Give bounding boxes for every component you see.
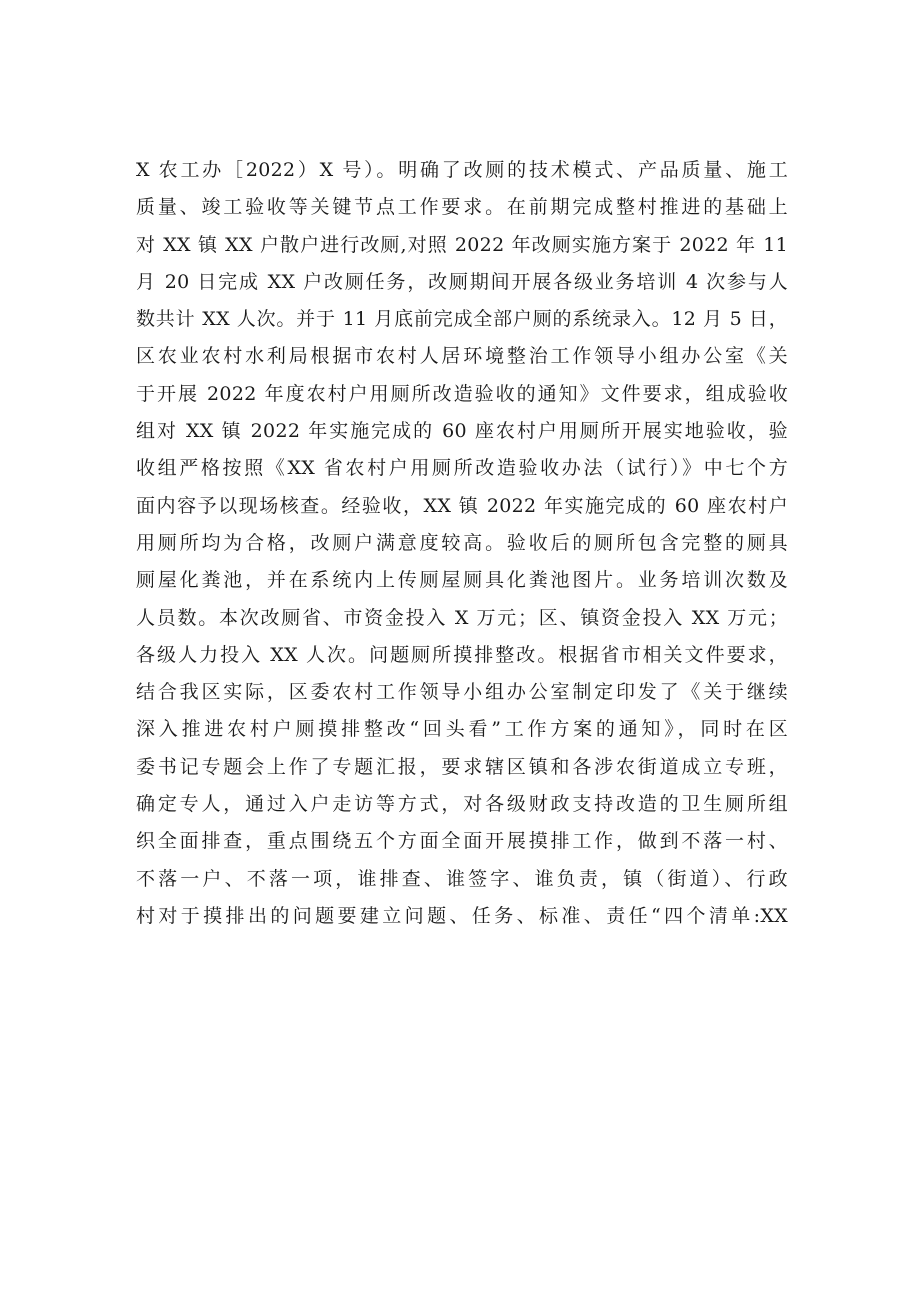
text-line: 区农业农村水利局根据市农村人居环境整治工作领导小组办公室《关 bbox=[136, 345, 788, 368]
text-line: 用厕所均为合格，改厕户满意度较高。验收后的厕所包含完整的厕具 bbox=[136, 531, 788, 554]
text-line: 厕屋化粪池，并在系统内上传厕屋厕具化粪池图片。业务培训次数及 bbox=[136, 569, 788, 592]
text-line: 于开展 2022 年度农村户用厕所改造验收的通知》文件要求，组成验收 bbox=[136, 382, 788, 405]
text-line: 对 XX 镇 XX 户散户进行改厕,对照 2022 年改厕实施方案于 2022 年 11 bbox=[136, 233, 788, 256]
text-line: 月 20 日完成 XX 户改厕任务，改厕期间开展各级业务培训 4 次参与人 bbox=[136, 270, 788, 293]
text-line: 人员数。本次改厕省、市资金投入 X 万元；区、镇资金投入 XX 万元； bbox=[136, 606, 788, 629]
text-line: 各级人力投入 XX 人次。问题厕所摸排整改。根据省市相关文件要求， bbox=[136, 643, 788, 666]
text-line: 数共计 XX 人次。并于 11 月底前完成全部户厕的系统录入。12 月 5 日， bbox=[136, 308, 788, 331]
text-line: 不落一户、不落一项，谁排查、谁签字、谁负责，镇（街道）、行政 bbox=[136, 867, 788, 890]
text-line: 村对于摸排出的问题要建立问题、任务、标准、责任“四个清单:XX bbox=[136, 904, 788, 927]
text-line: X 农工办［2022）X 号）。明确了改厕的技术模式、产品质量、施工 bbox=[136, 159, 788, 181]
body-paragraph bbox=[136, 152, 788, 935]
text-line: 组对 XX 镇 2022 年实施完成的 60 座农村户用厕所开展实地验收，验 bbox=[136, 420, 788, 443]
text-line: 确定专人，通过入户走访等方式，对各级财政支持改造的卫生厕所组 bbox=[136, 793, 788, 816]
text-line: 质量、竣工验收等关键节点工作要求。在前期完成整村推进的基础上 bbox=[136, 196, 788, 219]
text-line: 面内容予以现场核查。经验收，XX 镇 2022 年实施完成的 60 座农村户 bbox=[136, 494, 788, 517]
text-line: 织全面排查，重点围绕五个方面全面开展摸排工作，做到不落一村、 bbox=[136, 830, 788, 853]
text-line: 结合我区实际，区委农村工作领导小组办公室制定印发了《关于继续 bbox=[136, 681, 788, 704]
text-line: 收组严格按照《XX 省农村户用厕所改造验收办法（试行）》中七个方 bbox=[136, 457, 788, 480]
text-line: 深入推进农村户厕摸排整改“回头看”工作方案的通知》，同时在区 bbox=[136, 718, 788, 741]
text-line: 委书记专题会上作了专题汇报，要求辖区镇和各涉农街道成立专班， bbox=[136, 755, 788, 778]
